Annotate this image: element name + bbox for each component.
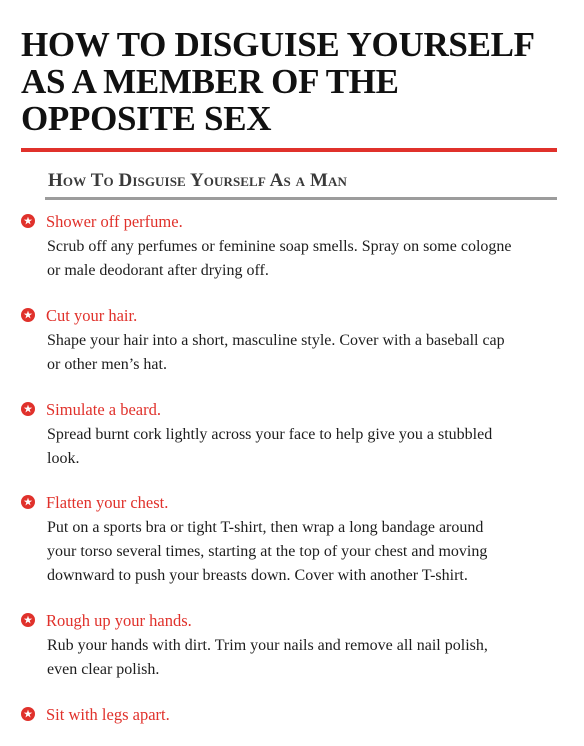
tip-title: Simulate a beard. bbox=[46, 400, 162, 419]
star-in-circle-icon bbox=[21, 214, 35, 228]
star-in-circle-icon bbox=[21, 402, 35, 416]
tip-body-line: look. bbox=[47, 450, 80, 467]
section-heading: How To Disguise Yourself As a Man bbox=[48, 170, 348, 191]
tip-header bbox=[21, 305, 561, 329]
list-item bbox=[21, 610, 561, 682]
tip-body bbox=[47, 329, 547, 377]
tip-header bbox=[21, 492, 561, 516]
tip-header bbox=[21, 610, 561, 634]
tip-body-line: downward to push your breasts down. Cover with another T-shirt. bbox=[47, 567, 468, 584]
tip-title: Rough up your hands. bbox=[46, 611, 192, 630]
tip-header bbox=[21, 211, 561, 235]
tip-body-line: Put on a sports bra or tight T-shirt, then wrap a long bandage around bbox=[47, 519, 484, 536]
tip-body-line: or male deodorant after drying off. bbox=[47, 262, 269, 279]
tip-body-line: Spread burnt cork lightly across your face to help give you a stubbled bbox=[47, 426, 493, 443]
tip-body-line: Rub your hands with dirt. Trim your nails and remove all nail polish, bbox=[47, 637, 488, 654]
title-line: OPPOSITE SEX bbox=[21, 99, 272, 138]
star-in-circle-icon bbox=[21, 613, 35, 627]
section-divider bbox=[45, 197, 557, 200]
tip-title: Cut your hair. bbox=[46, 306, 138, 325]
tip-body-line: Scrub off any perfumes or feminine soap smells. Spray on some cologne bbox=[47, 238, 512, 255]
title-line: HOW TO DISGUISE YOURSELF bbox=[21, 25, 535, 64]
tip-body bbox=[47, 516, 547, 588]
tip-body-line: or other men’s hat. bbox=[47, 356, 167, 373]
list-item bbox=[21, 211, 561, 283]
tip-title: Flatten your chest. bbox=[46, 493, 169, 512]
title-line: AS A MEMBER OF THE bbox=[21, 62, 399, 101]
list-item bbox=[21, 704, 561, 728]
tip-body bbox=[47, 423, 547, 471]
star-in-circle-icon bbox=[21, 495, 35, 509]
title-divider bbox=[21, 148, 557, 152]
tip-body bbox=[47, 634, 547, 682]
tip-body-line: your torso several times, starting at the top of your chest and moving bbox=[47, 543, 488, 560]
tip-header bbox=[21, 704, 561, 728]
tip-body-line: even clear polish. bbox=[47, 661, 160, 678]
star-in-circle-icon bbox=[21, 707, 35, 721]
page-title bbox=[21, 26, 561, 137]
star-in-circle-icon bbox=[21, 308, 35, 322]
tip-header bbox=[21, 399, 561, 423]
tip-body bbox=[47, 235, 547, 283]
tip-title: Sit with legs apart. bbox=[46, 705, 170, 724]
list-item bbox=[21, 305, 561, 377]
list-item bbox=[21, 492, 561, 588]
tip-body-line: Shape your hair into a short, masculine style. Cover with a baseball cap bbox=[47, 332, 505, 349]
list-item bbox=[21, 399, 561, 471]
tip-title: Shower off perfume. bbox=[46, 212, 183, 231]
